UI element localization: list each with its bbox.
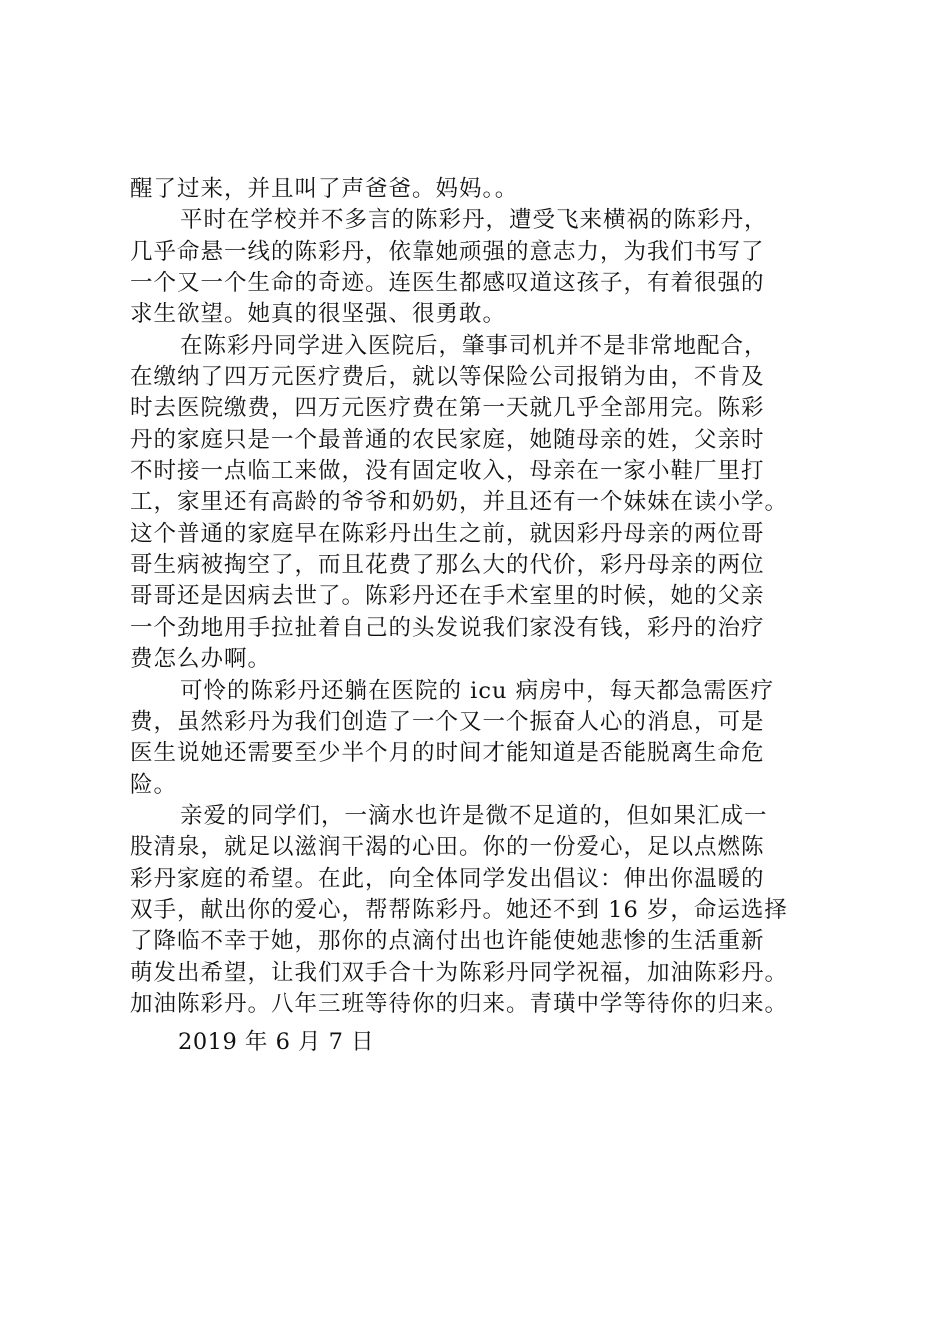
text-line: 萌发出希望，让我们双手合十为陈彩丹同学祝福，加油陈彩丹。 xyxy=(130,959,789,986)
text-line: 不时接一点临工来做，没有固定收入，母亲在一家小鞋厂里打 xyxy=(130,458,765,485)
text-line: 双手，献出你的爱心，帮帮陈彩丹。她还不到 16 岁，命运选择 xyxy=(130,896,788,923)
text-line: 医生说她还需要至少半个月的时间才能知道是否能脱离生命危 xyxy=(130,740,765,767)
text-line: 可怜的陈彩丹还躺在医院的 icu 病房中，每天都急需医疗 xyxy=(180,677,775,704)
text-line: 几乎命悬一线的陈彩丹，依靠她顽强的意志力，为我们书写了 xyxy=(130,238,765,265)
document-body xyxy=(130,174,835,1020)
text-line: 在陈彩丹同学进入医院后，肇事司机并不是非常地配合， xyxy=(180,332,768,359)
text-line: 一个又一个生命的奇迹。连医生都感叹道这孩子，有着很强的 xyxy=(130,270,765,297)
text-line: 了降临不幸于她，那你的点滴付出也许能使她悲惨的生活重新 xyxy=(130,928,765,955)
text-line: 求生欲望。她真的很坚强、很勇敢。 xyxy=(130,301,507,328)
text-line: 加油陈彩丹。八年三班等待你的归来。青璜中学等待你的归来。 xyxy=(130,990,789,1017)
text-line: 哥生病被掏空了，而且花费了那么大的代价，彩丹母亲的两位 xyxy=(130,552,765,579)
text-line: 彩丹家庭的希望。在此，向全体同学发出倡议：伸出你温暖的 xyxy=(130,865,765,892)
text-line: 费怎么办啊。 xyxy=(130,646,272,673)
text-line: 平时在学校并不多言的陈彩丹，遭受飞来横祸的陈彩丹， xyxy=(180,207,768,234)
text-line: 时去医院缴费，四万元医疗费在第一天就几乎全部用完。陈彩 xyxy=(130,395,765,422)
text-line: 一个劲地用手拉扯着自己的头发说我们家没有钱，彩丹的治疗 xyxy=(130,614,765,641)
text-line: 哥哥还是因病去世了。陈彩丹还在手术室里的时候，她的父亲 xyxy=(130,583,765,610)
text-line: 丹的家庭只是一个最普通的农民家庭，她随母亲的姓，父亲时 xyxy=(130,426,765,453)
text-line: 工，家里还有高龄的爷爷和奶奶，并且还有一个妹妹在读小学。 xyxy=(130,489,789,516)
text-line: 醒了过来，并且叫了声爸爸。妈妈。。 xyxy=(130,176,519,202)
text-line: 股清泉，就足以滋润干渴的心田。你的一份爱心，足以点燃陈 xyxy=(130,834,765,861)
text-line: 在缴纳了四万元医疗费后，就以等保险公司报销为由，不肯及 xyxy=(130,364,765,391)
text-line: 这个普通的家庭早在陈彩丹出生之前，就因彩丹母亲的两位哥 xyxy=(130,520,765,547)
text-line: 费，虽然彩丹为我们创造了一个又一个振奋人心的消息，可是 xyxy=(130,708,765,735)
text-line: 险。 xyxy=(130,771,178,798)
document-date: 2019 年 6 月 7 日 xyxy=(178,1029,375,1055)
text-line: 亲爱的同学们，一滴水也许是微不足道的，但如果汇成一 xyxy=(180,802,768,829)
